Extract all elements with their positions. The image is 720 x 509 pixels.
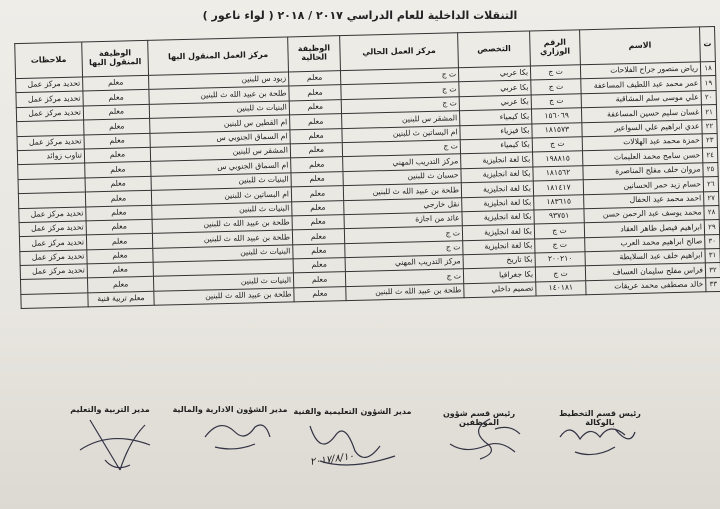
cell-note: تحديد مركز عمل (16, 106, 83, 122)
cell-cur: مركز التدريب المهني (343, 154, 461, 171)
cell-newjob: معلم (84, 133, 150, 149)
cell-newjob: معلم (86, 219, 152, 235)
cell-name: ابراهيم فيصل طاهر العقاد (584, 220, 704, 237)
cell-note: تحديد مركز عمل (19, 206, 86, 222)
cell-newjob: معلم (85, 162, 151, 178)
cell-spec: بكا كيمياء (460, 138, 532, 154)
cell-dest: المشقر س للبنين (150, 144, 290, 162)
signature-label-planning: رئيس قسم التخطيط بالوكالة (559, 409, 641, 427)
header-name: الاسم (580, 27, 701, 65)
cell-num: ٩٣٧٥١ (534, 209, 584, 225)
cell-num: ٢٠٠٢١٠ (535, 252, 585, 268)
cell-note (21, 293, 88, 309)
cell-job: معلم (293, 272, 345, 288)
signature-label-staff: رئيس قسم شؤون الموظفين (442, 409, 516, 427)
table-body (16, 62, 720, 309)
cell-spec: بكا كيمياء (459, 109, 531, 125)
cell-num: ت ج (531, 94, 581, 110)
cell-newjob: معلم (84, 147, 150, 163)
cell-cur: طلحة بن عبيد الله ث للبنين (343, 183, 461, 200)
cell-dest: البنيات ث للبنين (152, 201, 292, 219)
cell-cur: عائد من اجازة (344, 212, 462, 229)
header-current-job: الوظيفة الحالية (288, 36, 341, 72)
cell-num: ١٨٣٦١٥ (534, 194, 584, 210)
cell-note: تحديد مركز عمل (16, 77, 83, 93)
cell-spec: بكا لغة انجليزية (462, 224, 534, 240)
cell-seq: ٣٢ (705, 263, 720, 278)
cell-cur: ت ج (345, 269, 463, 286)
cell-name: رياض منصور جراح الفلاحات (580, 62, 700, 79)
cell-dest: البنيات ث للبنين (151, 173, 291, 191)
cell-job: معلم (293, 258, 345, 274)
cell-spec: بكا لغة انجليزية (461, 167, 533, 183)
cell-num: ١٨١٥٦٢ (533, 166, 583, 182)
cell-num: ١٤٠١٨١ (536, 281, 586, 297)
cell-dest: البنيات ث للبنين (153, 245, 293, 263)
document-title: التنقلات الداخلية للعام الدراسي ٢٠١٧ / ٢٠١٨ ( لواء ناعور ) (202, 9, 518, 22)
cell-seq: ٢١ (701, 105, 716, 120)
cell-cur: المشقر س للبنين (342, 111, 460, 128)
cell-dest: طلحة بن عبيد الله ث للبنين (154, 288, 294, 306)
cell-newjob: معلم (83, 104, 149, 120)
cell-newjob: معلم (83, 75, 149, 91)
handwritten-signature-2 (440, 414, 530, 469)
cell-num: ١٨١٥٧٣ (532, 122, 582, 138)
cell-seq: ٣٣ (706, 277, 720, 292)
cell-note: تحديد مركز عمل (17, 135, 84, 151)
cell-newjob: معلم (85, 190, 151, 206)
cell-name: خالد مصطفى محمد عريقات (586, 278, 706, 295)
cell-cur: نقل خارجي (344, 197, 462, 214)
cell-spec: بكا عربي (459, 80, 531, 96)
cell-newjob: معلم (83, 90, 149, 106)
cell-job: معلم (291, 186, 343, 202)
cell-job: معلم (291, 171, 343, 187)
cell-cur: ام البساتين ث للبنين (342, 125, 460, 142)
cell-num: ١٨١٤١٧ (533, 180, 583, 196)
cell-dest: البنيات ث للبنين (153, 273, 293, 291)
cell-job: معلم (289, 99, 341, 115)
cell-dest: البنيات ث للبنين (149, 101, 289, 119)
cell-dest: ام البساتين ث للبنين (151, 187, 291, 205)
header-new-job: الوظيفة المنقول اليها (82, 40, 149, 77)
cell-job: معلم (290, 114, 342, 130)
cell-dest: طلحة بن عبيد الله ث للبنين (152, 230, 292, 248)
cell-newjob: معلم (87, 248, 153, 264)
cell-num: ت ج (530, 65, 580, 81)
cell-note: تحديد مركز عمل (20, 264, 87, 280)
cell-name: حسن سامح محمد العليمات (583, 148, 703, 165)
cell-name: عدي ابراهيم علي السواعير (582, 119, 702, 136)
cell-note (18, 163, 85, 179)
cell-dest: زبود س للبنين (149, 72, 289, 90)
cell-name: فراس مفلح سليمان العساف (585, 263, 705, 280)
cell-job: معلم (292, 215, 344, 231)
cell-job: معلم (290, 143, 342, 159)
cell-cur: ت ج (344, 226, 462, 243)
cell-newjob: معلم (85, 176, 151, 192)
handwritten-signature-5 (60, 410, 170, 480)
cell-spec: بكا فيزياء (460, 124, 532, 140)
cell-note: تحديد مركز عمل (16, 91, 83, 107)
signature-block (0, 402, 720, 509)
header-ministry-no: الرقم الوزاري (530, 30, 581, 66)
cell-seq: ٢٦ (703, 177, 718, 192)
cell-dest: ام السماق الجنوبي س (150, 129, 290, 147)
cell-newjob: معلم (84, 119, 150, 135)
cell-num: ت ج (535, 266, 585, 282)
cell-job: معلم (293, 243, 345, 259)
cell-cur: ت ج (341, 82, 459, 99)
cell-spec: بكا عربي (459, 95, 531, 111)
cell-seq: ٢٧ (704, 191, 719, 206)
cell-dest: ام القطين س للبنين (150, 115, 290, 133)
cell-num: ت ج (534, 223, 584, 239)
cell-name: محمد يوسف عبد الرحمن حسن (584, 206, 704, 223)
cell-seq: ٣٠ (705, 234, 720, 249)
cell-spec: بكا لغة انجليزية (461, 181, 533, 197)
cell-job: معلم (292, 200, 344, 216)
cell-newjob: معلم تربية فنية (88, 291, 154, 307)
cell-cur: طلحة بن عبيد الله ث للبنين (346, 284, 464, 301)
cell-note: تناوب زوائد (17, 149, 84, 165)
cell-newjob: معلم (87, 277, 153, 293)
signature-label-admin: مدير الشؤون الادارية والمالية (172, 405, 288, 414)
cell-num: ١٥٦٠٦٩ (531, 108, 581, 124)
handwritten-date: ٢٠١٧/٨/١٠ (309, 450, 355, 469)
header-current-center: مركز العمل الحالي (340, 33, 459, 71)
cell-seq: ٢٠ (701, 90, 716, 105)
cell-dest: طلحة بن عبيد الله ث للبنين (149, 86, 289, 104)
cell-name: علي موسى سلم المشاقبة (581, 91, 701, 108)
cell-note: تحديد مركز عمل (19, 221, 86, 237)
cell-num: ت ج (531, 79, 581, 95)
cell-dest: ام السماق الجنوبي س (151, 158, 291, 176)
cell-seq: ١٩ (701, 76, 716, 91)
cell-name: صالح ابراهيم محمد العرب (585, 235, 705, 252)
cell-spec: بكا عربي (458, 66, 530, 82)
cell-num: ت ج (532, 137, 582, 153)
cell-job: معلم (289, 85, 341, 101)
cell-seq: ٢٣ (702, 133, 717, 148)
cell-spec: بكا تاريخ (463, 253, 535, 269)
cell-note (17, 120, 84, 136)
cell-spec: بكا لغة انجليزية (461, 152, 533, 168)
cell-name: غسان سليم حسين المساعفة (581, 105, 701, 122)
cell-seq: ٢٨ (704, 205, 719, 220)
cell-cur: مركز التدريب المهني (345, 255, 463, 272)
header-specialty: التخصص (458, 31, 531, 68)
cell-cur: ت ج (340, 68, 458, 85)
cell-note: تحديد مركز عمل (19, 235, 86, 251)
header-notes: ملاحظات (15, 42, 83, 79)
handwritten-signature-4 (195, 412, 275, 457)
signature-label-education: مدير الشؤون التعليمية والفنية (293, 407, 412, 416)
header-seq: ت (700, 27, 716, 62)
cell-num: ١٩٨٨١٥ (533, 151, 583, 167)
cell-job: معلم (292, 229, 344, 245)
cell-dest: طلحة بن عبيد الله ث للبنين (152, 216, 292, 234)
cell-job: معلم (291, 157, 343, 173)
signature-label-director: مدير التربية والتعليم (70, 405, 150, 414)
cell-job: معلم (294, 286, 346, 302)
cell-newjob: معلم (86, 205, 152, 221)
cell-job: معلم (290, 128, 342, 144)
cell-spec: تصميم داخلي (464, 282, 536, 298)
cell-cur: ت ج (345, 240, 463, 257)
transfers-table (14, 26, 720, 309)
cell-note: تحديد مركز عمل (20, 250, 87, 266)
header-new-center: مركز العمل المنقول اليها (148, 37, 289, 75)
cell-name: عمر محمد عبد اللطيف المساعفة (581, 76, 701, 93)
cell-name: ابراهيم خلف عبد السلايطة (585, 249, 705, 266)
cell-cur: ت ج (342, 140, 460, 157)
cell-seq: ١٨ (700, 62, 715, 77)
cell-seq: ٢٩ (704, 220, 719, 235)
cell-name: حسام زيد حمر الحسانين (583, 177, 703, 194)
cell-seq: ٣١ (705, 249, 720, 264)
cell-note (20, 278, 87, 294)
cell-seq: ٢٢ (702, 119, 717, 134)
cell-seq: ٢٤ (702, 148, 717, 163)
handwritten-signature-1 (555, 417, 645, 467)
cell-newjob: معلم (86, 234, 152, 250)
cell-name: مروان خلف مفلح المناصرة (583, 163, 703, 180)
cell-spec: بكا جغرافيا (463, 267, 535, 283)
cell-seq: ٢٥ (703, 162, 718, 177)
cell-newjob: معلم (87, 262, 153, 278)
cell-spec: بكا لغة انجليزية (463, 239, 535, 255)
cell-cur: ت ج (341, 97, 459, 114)
cell-spec: بكا لغة انجليزية (462, 195, 534, 211)
cell-job: معلم (288, 71, 340, 87)
cell-cur: حسبان ث للبنين (343, 168, 461, 185)
cell-name: حمزة محمد عبد الهلالات (582, 134, 702, 151)
cell-name: احمد محمد عيد الحفال (584, 191, 704, 208)
cell-num: ت ج (535, 237, 585, 253)
cell-spec: بكا لغة انجليزية (462, 210, 534, 226)
